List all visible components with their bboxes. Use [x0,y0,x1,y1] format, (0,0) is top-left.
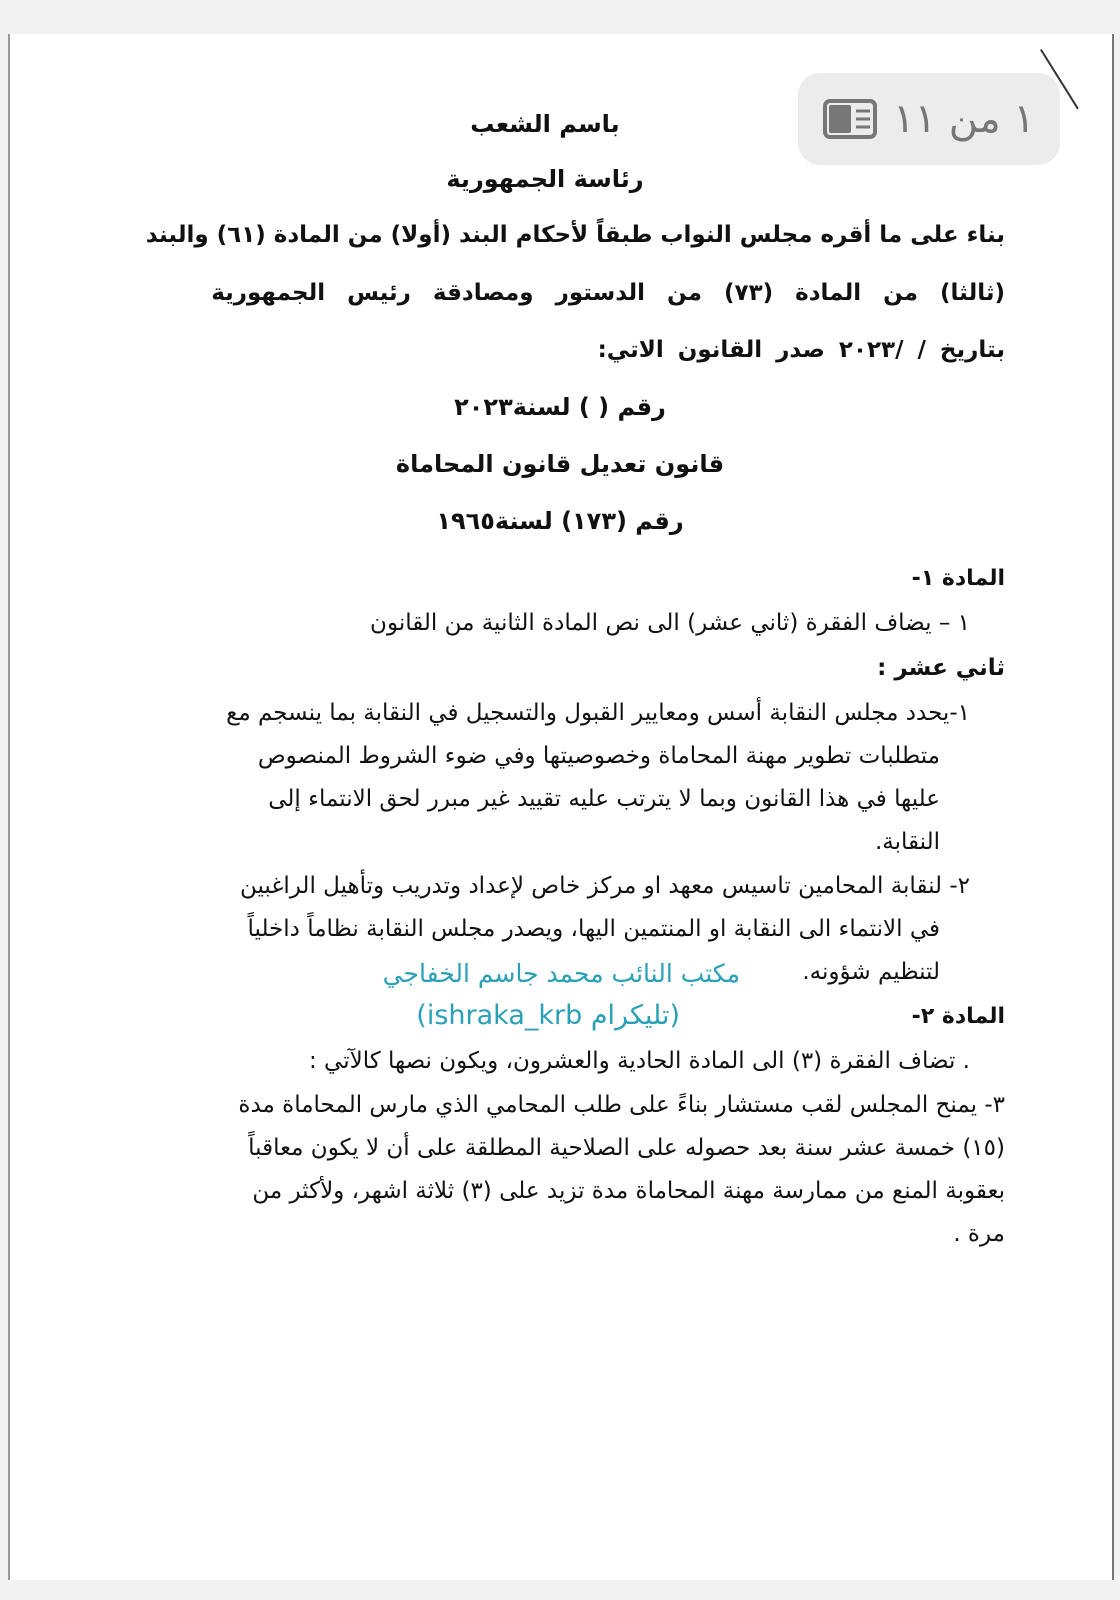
article-1-subheading: ثاني عشر : [877,655,1005,681]
preamble-line-3: بتاريخ / /٢٠٢٣ صدر القانون الاتي: [597,337,1005,363]
item-1-line-2: متطلبات تطوير مهنة المحاماة وخصوصيتها وفي ضوء الشروط المنصوص [257,743,940,769]
item-3-line-4: مرة . [953,1221,1005,1247]
item-1-line-1: ١-يحدد مجلس النقابة أسس ومعايير القبول والتسجيل في النقابة بما ينسجم مع [226,700,970,726]
item-2-line-3: لتنظيم شؤونه. [802,959,940,985]
law-reference: رقم (١٧٣) لسنة١٩٦٥ [436,507,684,535]
header-presidency: رئاسة الجمهورية [446,165,644,193]
item-2-line-2: في الانتماء الى النقابة او المنتمين اليها، ويصدر مجلس النقابة نظاماً داخلياً [247,916,940,942]
article-1-heading: المادة ١- [911,566,1005,591]
article-2-heading: المادة ٢- [911,1004,1005,1029]
article-2-intro: . تضاف الفقرة (٣) الى المادة الحادية والعشرون، ويكون نصها كالآتي : [308,1048,970,1074]
item-3-line-2: (١٥) خمسة عشر سنة بعد حصوله على الصلاحية المطلقة على أن لا يكون معاقباً [248,1135,1005,1161]
watermark-office: مكتب النائب محمد جاسم الخفاجي [382,959,740,988]
watermark-telegram: (تليكرام ishraka_krb) [416,1000,680,1031]
header-in-the-name-of-people: باسم الشعب [470,110,620,138]
law-number: رقم ( ) لسنة٢٠٢٣ [454,393,666,421]
preamble-line-2: (ثالثا) من المادة (٧٣) من الدستور ومصادقة رئيس الجمهورية [211,280,1005,306]
page-indicator-text: ١ من ١١ [893,96,1035,142]
article-1-intro: ١ – يضاف الفقرة (ثاني عشر) الى نص المادة الثانية من القانون [370,610,970,636]
item-3-line-3: بعقوبة المنع من ممارسة مهنة المحاماة مدة تزيد على (٣) ثلاثة اشهر، ولأكثر من [252,1178,1005,1204]
item-2-line-1: ٢- لنقابة المحامين تاسيس معهد او مركز خاص لإعداد وتدريب وتأهيل الراغبين [239,873,970,899]
item-3-line-1: ٣- يمنح المجلس لقب مستشار بناءً على طلب المحامي الذي مارس المحاماة مدة [238,1092,1005,1118]
preamble-line-1: بناء على ما أقره مجلس النواب طبقاً لأحكام البند (أولا) من المادة (٦١) والبند [145,222,1005,248]
law-title: قانون تعديل قانون المحاماة [395,450,725,478]
item-1-line-3: عليها في هذا القانون وبما لا يترتب عليه تقييد غير مبرر لحق الانتماء إلى [268,786,940,812]
item-1-line-4: النقابة. [874,829,940,855]
